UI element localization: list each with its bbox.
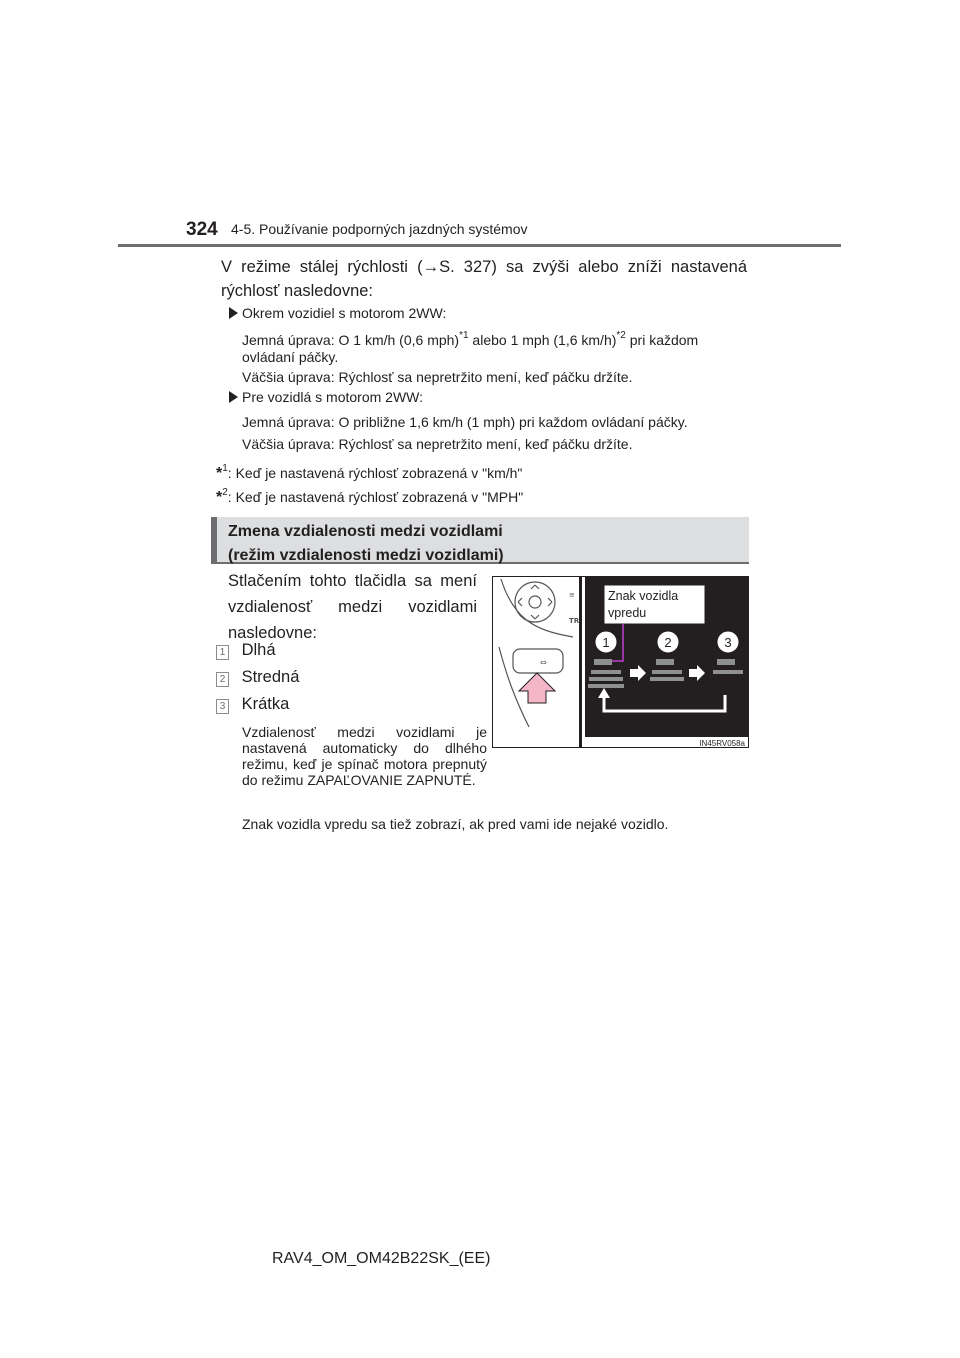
svg-text:⇔: ⇔ xyxy=(540,658,547,667)
bullet-2-text: Pre vozidlá s motorom 2WW: xyxy=(242,389,424,405)
default-distance-note: Vzdialenosť medzi vozidlami je nastavená automaticky do dlhého režimu, keď je spínač motora prepnutý do režimu ZAPAĽOVANIE ZAPNUTÉ. xyxy=(242,724,487,788)
footnote-sup: 2 xyxy=(222,487,228,498)
body-paragraph: Stlačením tohto tlačidla sa mení vzdialenosť medzi vozidlami nasledovne: xyxy=(228,572,477,642)
subsection-title-line1: Zmena vzdialenosti medzi vozidlami xyxy=(228,523,503,540)
coarse-adjust-1: Väčšia úprava: Rýchlosť sa nepretržito mení, keď páčku držíte. xyxy=(242,369,633,385)
document-footer: RAV4_OM_OM42B22SK_(EE) xyxy=(272,1250,491,1267)
coarse-adjust-2: Väčšia úprava: Rýchlosť sa nepretržito mení, keď páčku držíte. xyxy=(242,436,633,452)
fine-adjust-1 xyxy=(242,327,752,366)
circle-number-2-icon xyxy=(657,631,679,653)
footnote-star: * xyxy=(216,489,223,506)
footnote-text: : Keď je nastavená rýchlosť zobrazená v "km/h" xyxy=(227,465,523,481)
figure-illustration xyxy=(493,577,749,748)
svg-text:1: 1 xyxy=(602,635,610,650)
svg-text:≡: ≡ xyxy=(569,591,575,599)
footnote-sup: 1 xyxy=(222,463,228,474)
triangle-bullet-icon xyxy=(229,307,238,319)
footnote-2 xyxy=(216,484,523,506)
distance-item-2 xyxy=(216,668,299,687)
circle-number-1-icon xyxy=(595,631,617,653)
header-rule xyxy=(118,244,841,247)
section-title: 4-5. Používanie podporných jazdných systémov xyxy=(231,221,528,237)
vehicle-ahead-note: Znak vozidla vpredu sa tiež zobrazí, ak pred vami ide nejaké vozidlo. xyxy=(242,816,669,832)
figure-code: IN45RV058a xyxy=(699,739,745,748)
svg-text:3: 3 xyxy=(724,635,732,650)
callout-label-line2: vpredu xyxy=(608,606,647,620)
triangle-bullet-icon xyxy=(229,391,238,403)
subsection-heading xyxy=(211,517,749,564)
fine-adjust-1-b: alebo 1 mph (1,6 km/h) xyxy=(468,332,617,348)
distance-label: Krátka xyxy=(241,695,290,713)
fine-adjust-1-c: pri každom ovládaní páčky. xyxy=(242,332,699,365)
number-3-icon: 3 xyxy=(216,699,229,714)
callout-label-line1: Znak vozidla xyxy=(608,589,679,603)
bullet-1 xyxy=(229,305,446,322)
distance-switch-figure xyxy=(492,576,749,748)
intro-paragraph: V režime stálej rýchlosti (→S. 327) sa zvýši alebo zníži nastavená rýchlosť nasledovne: xyxy=(221,258,747,300)
distance-label: Stredná xyxy=(241,668,300,686)
distance-label: Dlhá xyxy=(241,641,276,659)
distance-item-1 xyxy=(216,641,276,660)
footnote-1 xyxy=(216,460,522,482)
footnote-text: : Keď je nastavená rýchlosť zobrazená v "MPH" xyxy=(227,489,524,505)
bullet-1-text: Okrem vozidiel s motorom 2WW: xyxy=(242,305,447,321)
footnote-mark-2: *2 xyxy=(616,330,626,341)
footnote-mark-1: *1 xyxy=(459,330,469,341)
number-1-icon: 1 xyxy=(216,645,229,660)
fine-adjust-1-a: Jemná úprava: O 1 km/h (0,6 mph) xyxy=(242,332,460,348)
subsection-title-line2: (režim vzdialenosti medzi vozidlami) xyxy=(228,547,504,564)
svg-text:TR: TR xyxy=(569,617,580,625)
svg-text:2: 2 xyxy=(664,635,672,650)
distance-item-3 xyxy=(216,695,289,714)
page-number: 324 xyxy=(186,219,218,240)
bullet-2 xyxy=(229,389,423,406)
footnote-star: * xyxy=(216,465,223,482)
circle-number-3-icon xyxy=(717,631,739,653)
fine-adjust-2: Jemná úprava: O približne 1,6 km/h (1 mph) pri každom ovládaní páčky. xyxy=(242,414,688,430)
number-2-icon: 2 xyxy=(216,672,229,687)
